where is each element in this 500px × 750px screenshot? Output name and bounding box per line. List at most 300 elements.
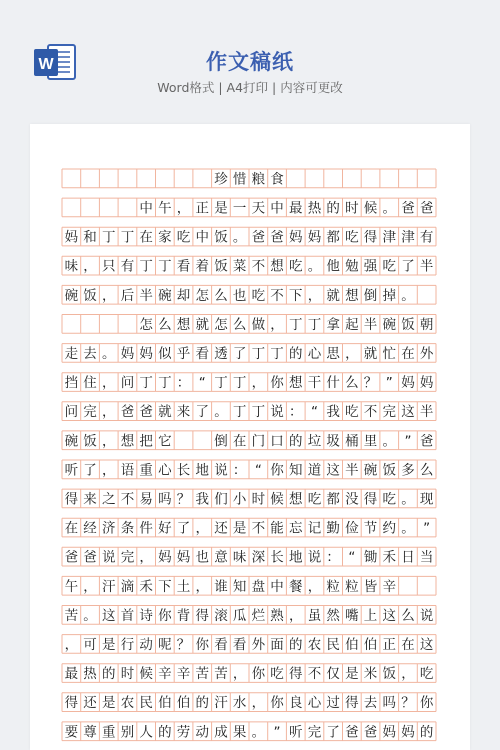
grid-char: 了 [195,404,209,421]
grid-char: 爸 [419,200,434,217]
grid-char: 是 [102,695,116,712]
grid-char: 挡 [64,375,79,392]
grid-char: 想 [345,287,359,304]
grid-char: 碗 [64,287,79,304]
grid-char: 有 [120,258,135,275]
grid-char: 妈 [382,724,396,741]
grid-char: 经 [83,520,97,537]
grid-char: 禾 [139,578,153,595]
grid-char: 正 [195,200,209,217]
grid-char: 重 [139,462,153,479]
grid-char: 着 [195,258,209,275]
grid-char: 了 [232,345,247,362]
grid-char: 伯 [158,695,172,712]
grid-char: 还 [83,695,97,712]
grid-char: 爸 [120,404,135,421]
grid-char: 易 [139,491,153,508]
grid-char: 日 [401,549,415,566]
grid-char: 上 [363,607,378,624]
grid-char: 妈 [120,345,135,362]
grid-char: 。 [401,491,415,508]
grid-char: 味 [232,549,247,566]
grid-char: 得 [195,607,209,624]
grid-char: 俭 [345,520,359,537]
grid-char: 没 [345,491,359,508]
grid-char: 能 [270,520,284,537]
grid-char: 丁 [251,345,266,362]
grid-char: 伯 [176,695,191,712]
grid-char: 透 [214,345,228,362]
grid-char: ： [326,549,340,566]
grid-char: 道 [307,462,322,479]
grid-char: 拿 [326,316,340,333]
grid-row [62,606,436,625]
grid-char: 想 [270,258,284,275]
grid-char: 饭 [83,287,97,304]
grid-char: 。 [382,433,396,450]
grid-char: 妈 [307,229,322,246]
grid-row [62,315,436,334]
grid-char: 汗 [214,695,228,712]
grid-row [62,402,436,421]
grid-char: 爸 [363,724,378,741]
grid-char: 重 [102,724,116,741]
grid-char: 半 [419,404,434,421]
grid-char: 可 [83,636,97,653]
grid-char: 。 [83,607,97,624]
grid-char: 丁 [232,404,247,421]
grid-char: 的 [158,724,172,741]
grid-char: 不 [270,287,284,304]
grid-char: 了 [326,724,340,741]
grid-char: 苦 [195,666,209,683]
grid-char: 爸 [251,229,266,246]
grid-char: 不 [120,491,135,508]
grid-char: 吗 [382,695,396,712]
grid-char: 正 [382,636,396,653]
grid-char: 外 [419,345,434,362]
grid-char: 么 [214,287,228,304]
grid-char: 完 [382,404,396,421]
grid-char: 看 [176,258,191,275]
grid-row [62,576,436,595]
grid-char: 垃 [307,433,322,450]
grid-char: 里 [363,433,378,450]
grid-char: 丁 [102,229,116,246]
grid-char: 了 [83,462,97,479]
grid-char: 珍 [214,171,228,188]
grid-char: 心 [307,695,322,712]
grid-char: 去 [83,345,97,362]
grid-char: 不 [307,666,322,683]
grid-char: 仅 [326,666,340,683]
grid-char: 是 [345,666,359,683]
grid-char: 吃 [307,491,322,508]
grid-char: 完 [307,724,322,741]
grid-char: 还 [214,520,228,537]
grid-char: 尊 [83,724,97,741]
grid-char: 一 [232,200,247,217]
grid-char: 伯 [363,636,378,653]
grid-char: 吃 [251,287,266,304]
grid-char: 妈 [139,345,153,362]
grid-char: 是 [214,200,228,217]
grid-char: 了 [401,258,415,275]
grid-char: 果 [232,724,247,741]
grid-char: 么 [419,462,434,479]
grid-char: 。 [214,404,228,421]
grid-char: 语 [120,462,135,479]
grid-char: 来 [176,404,191,421]
grid-char: 饭 [214,229,228,246]
grid-char: 吃 [419,666,434,683]
grid-row [62,344,436,363]
grid-char: 你 [270,462,284,479]
grid-char: 苦 [64,607,79,624]
grid-char: 你 [158,607,172,624]
grid-char: 丁 [289,316,303,333]
grid-char: 的 [419,724,434,741]
grid-char: 家 [158,229,172,246]
grid-char: 有 [419,229,434,246]
grid-char: 良 [289,695,303,712]
grid-char: 之 [102,491,116,508]
grid-char: 地 [289,549,303,566]
grid-char: 看 [232,636,247,653]
grid-char: 的 [289,433,303,450]
grid-char: 长 [270,549,284,566]
grid-char: 去 [363,695,378,712]
grid-char: 民 [326,636,340,653]
grid-char: 你 [419,695,434,712]
grid-char: 半 [419,258,434,275]
grid-row [62,256,436,275]
grid-char: 起 [345,316,359,333]
grid-char: 丁 [158,258,172,275]
grid-char: 丁 [270,345,284,362]
grid-char: 。 [232,229,247,246]
grid-char: 最 [289,200,303,217]
grid-char: “ [310,404,318,421]
page-title: 作文稿纸 [206,50,294,74]
grid-char: 你 [270,375,284,392]
grid-char: 说 [214,462,228,479]
grid-char: 午 [158,200,172,217]
grid-char: 盘 [251,578,266,595]
grid-char: 么 [158,316,172,333]
grid-char: 津 [382,229,396,246]
grid-char: 然 [326,607,340,624]
grid-char: 想 [289,375,303,392]
grid-char: 伯 [345,636,359,653]
grid-char: 行 [120,636,135,653]
grid-char: 倒 [363,287,378,304]
grid-char: 津 [401,229,415,246]
grid-char: 动 [139,636,153,653]
grid-char: 爸 [83,549,97,566]
grid-char: 条 [120,520,135,537]
grid-char: 味 [64,258,79,275]
grid-char: 就 [158,404,172,421]
grid-char: ： [176,375,191,392]
grid-char: 深 [251,549,266,566]
grid-char: 都 [326,491,340,508]
grid-row [62,460,436,479]
grid-char: 汗 [102,578,116,595]
grid-char: 过 [326,695,340,712]
grid-char: ， [102,404,116,421]
grid-char: 食 [270,171,284,188]
grid-char: 小 [232,491,247,508]
grid-char: 来 [83,491,97,508]
grid-char: 丁 [158,375,172,392]
grid-char: ， [139,549,153,566]
grid-char: 问 [120,375,135,392]
grid-char: 米 [363,666,378,683]
page-header [0,0,500,118]
grid-char: 饭 [83,433,97,450]
grid-char: 妈 [158,549,172,566]
grid-char: 干 [307,375,322,392]
grid-char: 得 [289,666,303,683]
grid-char: 面 [270,636,284,653]
grid-char: 诗 [139,607,153,624]
grid-char: 吃 [345,229,359,246]
grid-char: 时 [251,491,266,508]
essay-grid [30,124,470,750]
grid-row [62,722,436,741]
grid-char: ？ [176,636,191,653]
grid-char: 怎 [195,287,209,304]
grid-char: 。 [102,345,116,362]
grid-char: 后 [120,287,135,304]
grid-char: 半 [139,287,153,304]
grid-char: 候 [363,200,378,217]
grid-char: 件 [139,520,153,537]
grid-char: 这 [326,462,340,479]
grid-char: 把 [139,433,153,450]
grid-char: 妈 [289,229,303,246]
grid-char: 在 [401,636,415,653]
grid-char: 听 [289,724,303,741]
grid-char: ， [176,200,191,217]
grid-char: 走 [64,345,79,362]
grid-char: ， [83,258,97,275]
grid-char: 说 [102,549,116,566]
grid-char: 的 [289,636,303,653]
grid-char: 中 [270,200,284,217]
grid-char: 辛 [176,666,191,683]
grid-char: 妈 [401,375,415,392]
grid-char: 熟 [270,607,284,624]
grid-char: 餐 [289,578,303,595]
grid-char: 说 [419,607,434,624]
grid-char: 我 [195,491,209,508]
grid-char: 地 [195,462,209,479]
grid-char: 吃 [382,491,396,508]
grid-row [62,198,436,217]
grid-char: 听 [64,462,79,479]
grid-char: 爸 [139,404,153,421]
grid-row [62,431,436,450]
grid-char: 思 [326,345,340,362]
grid-char: 土 [176,578,191,595]
page-subtitle: Word格式 | A4打印 | 内容可更改 [157,80,343,95]
grid-char: ？ [363,375,378,392]
grid-char: “ [254,462,262,479]
grid-char: 。 [401,520,415,537]
grid-char: 想 [176,316,191,333]
grid-char: ， [345,345,359,362]
grid-char: 也 [232,287,247,304]
grid-char: 吗 [158,491,172,508]
grid-char: 似 [158,345,172,362]
grid-char: 人 [139,724,153,741]
grid-char: 么 [345,375,359,392]
grid-char: 粮 [251,171,266,188]
grid-char: 在 [64,520,79,537]
grid-char: ， [64,636,79,653]
grid-char: 妈 [176,549,191,566]
grid-char: ， [251,695,266,712]
grid-char: 完 [83,404,97,421]
grid-char: 丁 [307,316,322,333]
grid-char: 虽 [307,607,322,624]
grid-char: 爸 [64,549,79,566]
grid-char: ， [401,666,415,683]
grid-char: 心 [158,462,172,479]
grid-char: ” [273,724,281,741]
grid-char: ： [289,404,303,421]
grid-char: 最 [64,666,79,683]
svg-text:W: W [38,56,54,73]
grid-char: 丁 [251,404,266,421]
grid-char: 也 [195,549,209,566]
grid-row [62,227,436,246]
grid-char: 吃 [382,258,396,275]
grid-row [62,489,436,508]
grid-char: 时 [345,200,359,217]
grid-char: 看 [214,636,228,653]
grid-char: 住 [83,375,97,392]
grid-char: 想 [289,491,303,508]
grid-char: 碗 [158,287,172,304]
grid-char: 圾 [326,433,340,450]
grid-char: 长 [176,462,191,479]
grid-char: 辛 [382,578,396,595]
grid-char: ， [83,578,97,595]
grid-char: 桶 [345,433,359,450]
grid-char: 。 [382,200,396,217]
grid-char: 说 [307,549,322,566]
grid-char: 怎 [139,316,153,333]
grid-char: 妈 [401,724,415,741]
grid-row [62,635,436,654]
grid-char: 是 [102,636,116,653]
grid-char: 现 [419,491,434,508]
grid-row [62,664,436,683]
grid-row [62,285,436,304]
grid-char: 劳 [176,724,191,741]
grid-char: ， [195,520,209,537]
grid-char: 苦 [214,666,228,683]
grid-char: ” [385,375,393,392]
grid-char: 是 [232,520,247,537]
grid-char: 你 [270,695,284,712]
grid-char: ， [270,316,284,333]
grid-char: 外 [251,636,266,653]
grid-char: ， [102,375,116,392]
grid-char: 民 [139,695,153,712]
grid-char: 得 [64,491,79,508]
grid-char: 强 [363,258,378,275]
grid-char: ， [307,578,322,595]
grid-char: 农 [307,636,322,653]
grid-char: 惜 [232,171,247,188]
grid-char: 看 [195,345,209,362]
grid-char: 了 [176,520,191,537]
grid-char: 中 [270,578,284,595]
grid-char: 我 [326,404,340,421]
grid-char: 朝 [419,316,434,333]
grid-char: 么 [232,316,247,333]
grid-char: 碗 [64,433,79,450]
grid-char: 不 [251,258,266,275]
grid-char: 候 [270,491,284,508]
grid-char: 当 [419,549,434,566]
grid-char: ？ [401,695,415,712]
grid-char: 滚 [214,607,228,624]
grid-char: 就 [195,316,209,333]
grid-char: 的 [102,666,116,683]
grid-char: 锄 [363,549,378,566]
grid-char: 妈 [64,229,79,246]
grid-row [62,169,436,188]
grid-char: ， [102,462,116,479]
grid-char: 却 [176,287,191,304]
grid-char: 不 [251,520,266,537]
grid-char: 么 [401,607,415,624]
grid-char: 的 [326,200,340,217]
grid-char: 门 [251,433,266,450]
grid-char: 热 [83,666,97,683]
grid-char: 倒 [214,433,228,450]
grid-char: 得 [64,695,79,712]
grid-char: ” [423,520,431,537]
grid-char: 都 [326,229,340,246]
grid-char: 半 [345,462,359,479]
grid-char: 问 [64,404,79,421]
grid-char: 得 [345,695,359,712]
grid-char: 丁 [120,229,135,246]
grid-row [62,693,436,712]
grid-char: 。 [251,724,266,741]
grid-char: 菜 [232,258,247,275]
grid-char: 吃 [345,404,359,421]
grid-char: 爸 [419,433,434,450]
grid-char: 只 [102,258,116,275]
grid-char: 爸 [345,724,359,741]
grid-char: 。 [307,258,322,275]
grid-char: 禾 [382,549,396,566]
grid-char: 饭 [382,462,396,479]
grid-char: ， [102,287,116,304]
grid-char: 知 [232,578,247,595]
grid-char: 下 [158,578,172,595]
grid-char: 皆 [363,578,378,595]
grid-char: 多 [401,462,415,479]
grid-char: “ [348,549,356,566]
